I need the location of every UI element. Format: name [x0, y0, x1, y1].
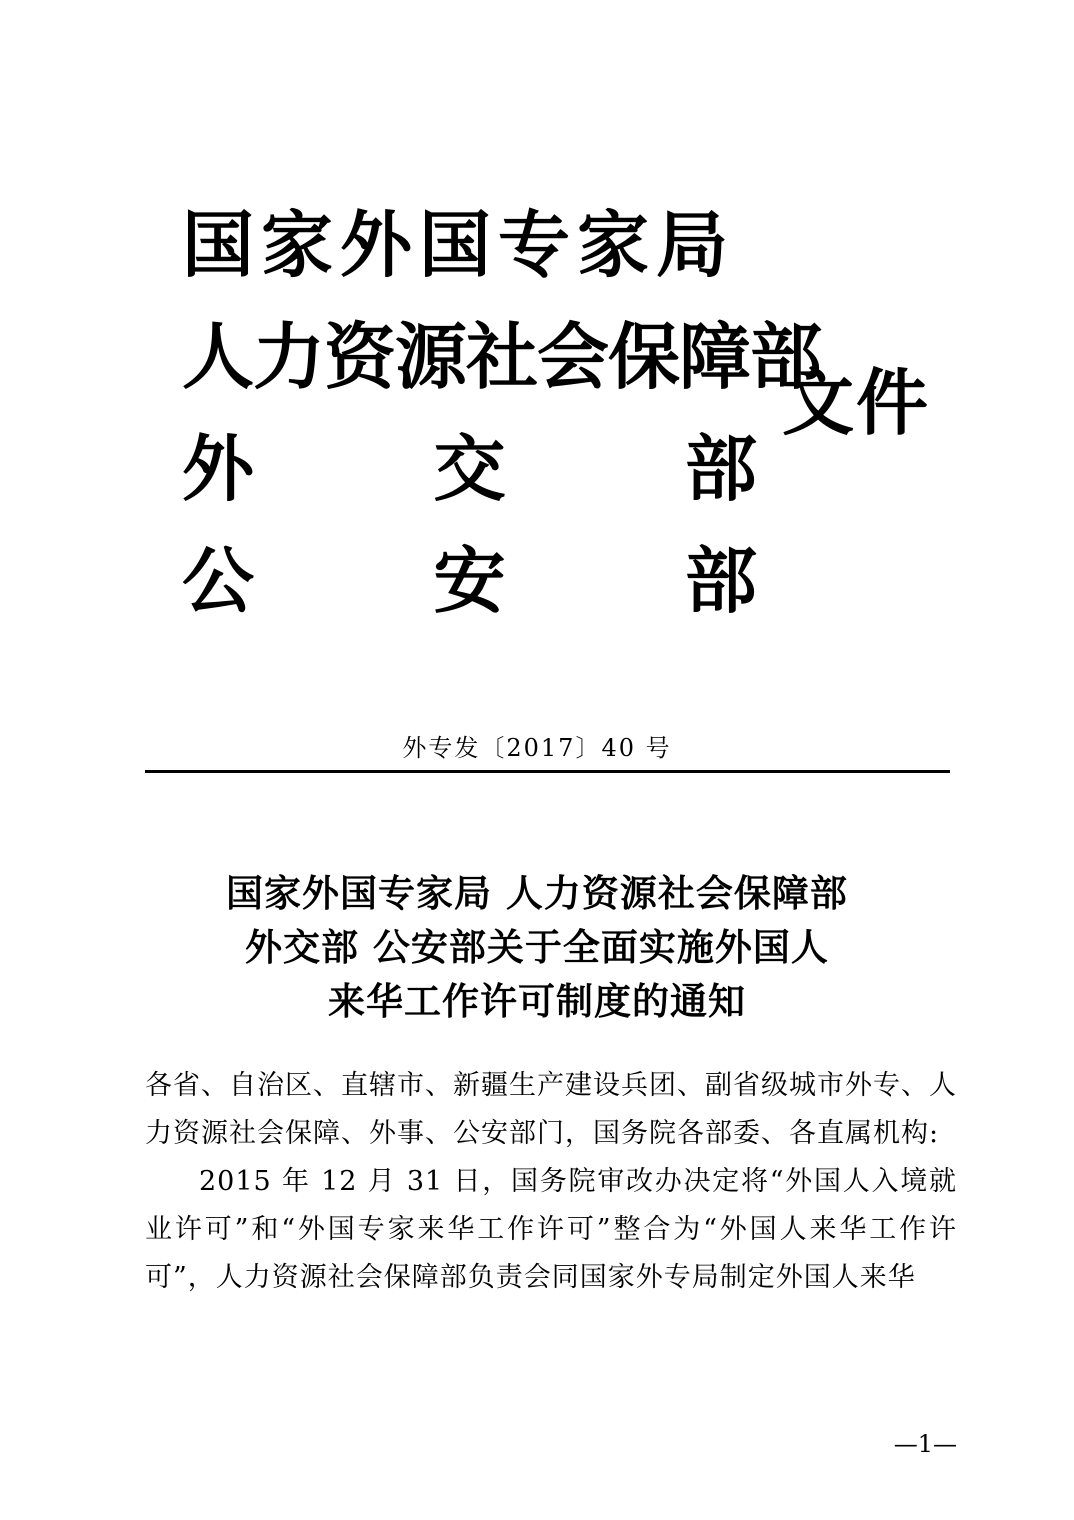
- issuer-char: 部: [684, 538, 757, 623]
- page-number: —1—: [893, 1430, 957, 1458]
- document-number: 外专发〔2017〕40 号: [402, 734, 672, 762]
- issuer-char: 公: [182, 538, 255, 623]
- issuer-human-resources-ministry: 人力资源社会保障部: [182, 314, 822, 399]
- issuer-foreign-experts-bureau: 国家外国专家局: [182, 202, 736, 287]
- issuer-char: 安: [433, 538, 506, 623]
- document-body: [145, 1062, 957, 1302]
- issuer-foreign-affairs-ministry: [182, 426, 757, 511]
- issuer-block: [182, 195, 942, 625]
- addressee-paragraph: 各省、自治区、直辖市、新疆生产建设兵团、副省级城市外专、人力资源社会保障、外事、公安部门，国务院各部委、各直属机构:: [145, 1070, 957, 1149]
- document-title: [0, 866, 1074, 1028]
- header-divider-rule: [145, 770, 950, 773]
- document-word: 文件: [782, 360, 931, 445]
- title-line: 国家外国专家局 人力资源社会保障部: [226, 871, 848, 915]
- title-line: 外交部 公安部关于全面实施外国人: [245, 925, 829, 969]
- issuer-char: 外: [182, 426, 255, 511]
- issuer-public-security-ministry: [182, 538, 757, 623]
- issuer-char: 部: [684, 426, 757, 511]
- body-paragraph: 2015 年 12 月 31 日，国务院审改办决定将“外国人入境就业许可”和“外国专家来华工作许可”整合为“外国人来华工作许可”，人力资源社会保障部负责会同国家外专局制定外国人来华: [145, 1166, 957, 1293]
- issuer-char: 交: [433, 426, 506, 511]
- title-line: 来华工作许可制度的通知: [328, 979, 746, 1023]
